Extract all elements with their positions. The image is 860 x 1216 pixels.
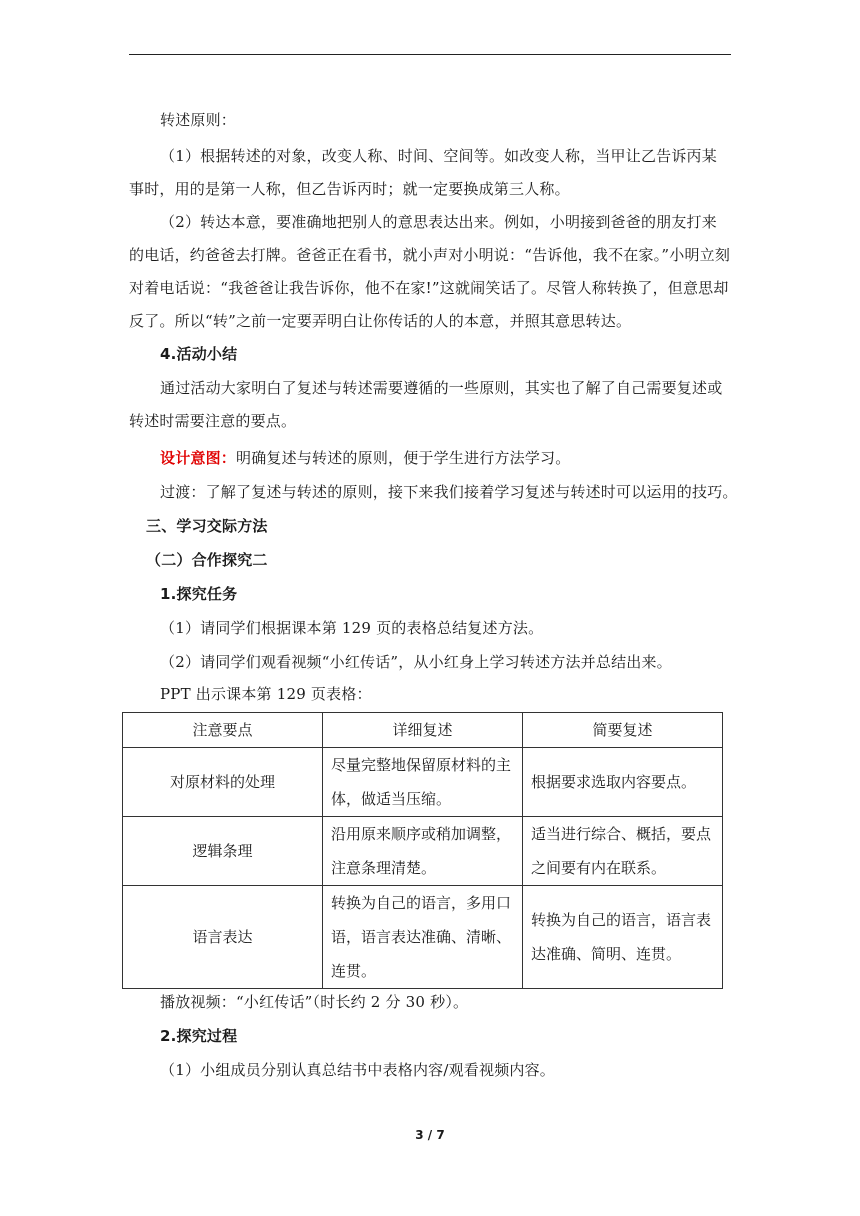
design-intent-text: 明确复述与转述的原则，便于学生进行方法学习。 — [236, 449, 571, 467]
task-2: （2）请同学们观看视频“小红传话”，从小红身上学习转述方法并总结出来。 — [160, 653, 672, 671]
principle-heading: 转述原则： — [160, 111, 237, 129]
table-cell: 语言表达 — [123, 886, 323, 989]
principle-1: （1）根据转述的对象，改变人称、时间、空间等。如改变人称，当甲让乙告诉丙某事时，用的是第一人称，但乙告诉丙时；就一定要换成第三人称。 — [129, 147, 717, 198]
comparison-table — [122, 712, 723, 989]
design-intent-label: 设计意图： — [160, 449, 237, 467]
table-header: 详细复述 — [323, 713, 523, 748]
table-header: 注意要点 — [123, 713, 323, 748]
task-1: （1）请同学们根据课本第 129 页的表格总结复述方法。 — [160, 619, 544, 637]
transition-paragraph: 过渡：了解了复述与转述的原则，接下来我们接着学习复述与转述时可以运用的技巧。 — [160, 483, 738, 501]
section-heading-summary: 4.活动小结 — [160, 345, 238, 363]
table-cell: 转换为自己的语言，多用口语，语言表达准确、清晰、连贯。 — [323, 886, 523, 989]
principle-2: （2）转达本意，要准确地把别人的意思表达出来。例如，小明接到爸爸的朋友打来的电话，约爸爸去打牌。爸爸正在看书，就小声对小明说：“告诉他，我不在家。”小明立刻对着电话说：“我爸爸让我告诉你，他不在家!”这就闹笑话了。尽管人称转换了，但意思却反了。所以“转”之前一定要弄明白让你传话的人的本意，并照其意思转达。 — [129, 213, 731, 330]
header-rule — [129, 54, 731, 55]
table-row — [123, 886, 723, 989]
table-cell: 转换为自己的语言，语言表达准确、简明、连贯。 — [523, 886, 723, 989]
section-heading-methods: 三、学习交际方法 — [146, 517, 268, 535]
table-row — [123, 817, 723, 886]
table-header-row — [123, 713, 723, 748]
subsection-heading: （二）合作探究二 — [146, 551, 268, 569]
table-header: 简要复述 — [523, 713, 723, 748]
table-row — [123, 748, 723, 817]
table-cell: 对原材料的处理 — [123, 748, 323, 817]
task-heading: 1.探究任务 — [160, 585, 238, 603]
summary-paragraph: 通过活动大家明白了复述与转述需要遵循的一些原则，其实也了解了自己需要复述或转述时需要注意的要点。 — [129, 379, 723, 430]
table-cell: 逻辑条理 — [123, 817, 323, 886]
table-cell: 适当进行综合、概括，要点之间要有内在联系。 — [523, 817, 723, 886]
ppt-caption: PPT 出示课本第 129 页表格： — [160, 685, 372, 703]
video-note: 播放视频：“小红传话”（时长约 2 分 30 秒）。 — [160, 993, 469, 1011]
design-intent — [160, 442, 730, 475]
table-cell: 沿用原来顺序或稍加调整，注意条理清楚。 — [323, 817, 523, 886]
table-cell: 根据要求选取内容要点。 — [523, 748, 723, 817]
process-heading: 2.探究过程 — [160, 1027, 238, 1045]
page-number: 3 / 7 — [415, 1128, 445, 1142]
process-1: （1）小组成员分别认真总结书中表格内容/观看视频内容。 — [160, 1061, 555, 1079]
table-cell: 尽量完整地保留原材料的主体，做适当压缩。 — [323, 748, 523, 817]
